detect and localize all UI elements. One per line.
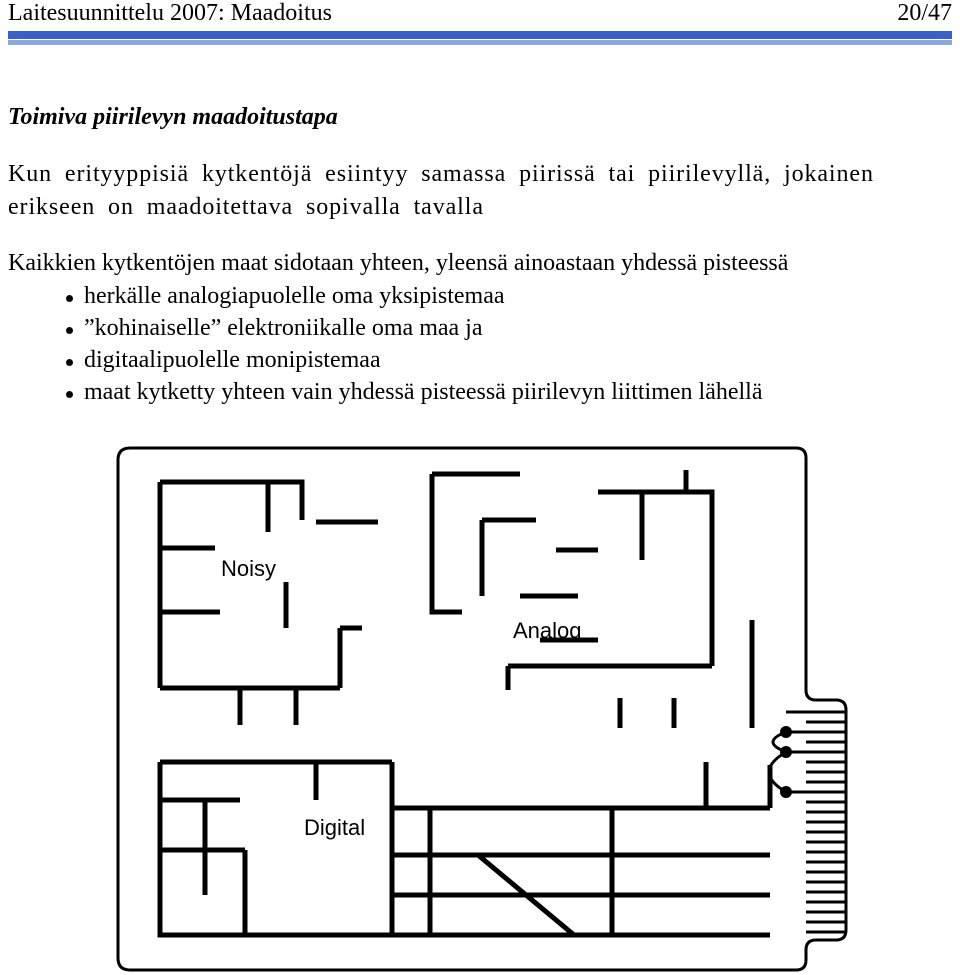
analog-ground-traces bbox=[432, 470, 752, 728]
paragraph-2: Kaikkien kytkentöjen maat sidotaan yhteen, yleensä ainoastaan yhdessä pisteessä bbox=[8, 250, 789, 276]
paragraph-1-text: Kun erityyppisiä kytkentöjä esiintyy samassa piirissä tai piirilevyllä, jokainen erikseen on maadoitettava sopivalla tavalla bbox=[8, 161, 874, 220]
slide-title: Laitesuunnittelu 2007: Maadoitus bbox=[8, 0, 332, 26]
connector-fingers bbox=[786, 712, 846, 932]
digital-ground-traces bbox=[160, 762, 770, 935]
digital-label: Digital bbox=[304, 815, 366, 840]
section-heading: Toimiva piirilevyn maadoitustapa bbox=[8, 104, 338, 130]
bullet-text: maat kytketty yhteen vain yhdessä pisteessä piirilevyn liittimen lähellä bbox=[84, 379, 763, 405]
noisy-ground-traces bbox=[160, 482, 378, 725]
bullet-text: herkälle analogiapuolelle oma yksipistemaa bbox=[84, 283, 505, 309]
noisy-label: Noisy bbox=[221, 556, 277, 581]
analog-label: Analog bbox=[513, 618, 582, 643]
bullet-text: ”kohinaiselle” elektroniikalle oma maa ja bbox=[84, 315, 483, 341]
page-number: 20/47 bbox=[897, 0, 952, 26]
bullet-text: digitaalipuolelle monipistemaa bbox=[84, 347, 381, 373]
ground-junction-dots bbox=[780, 726, 792, 798]
